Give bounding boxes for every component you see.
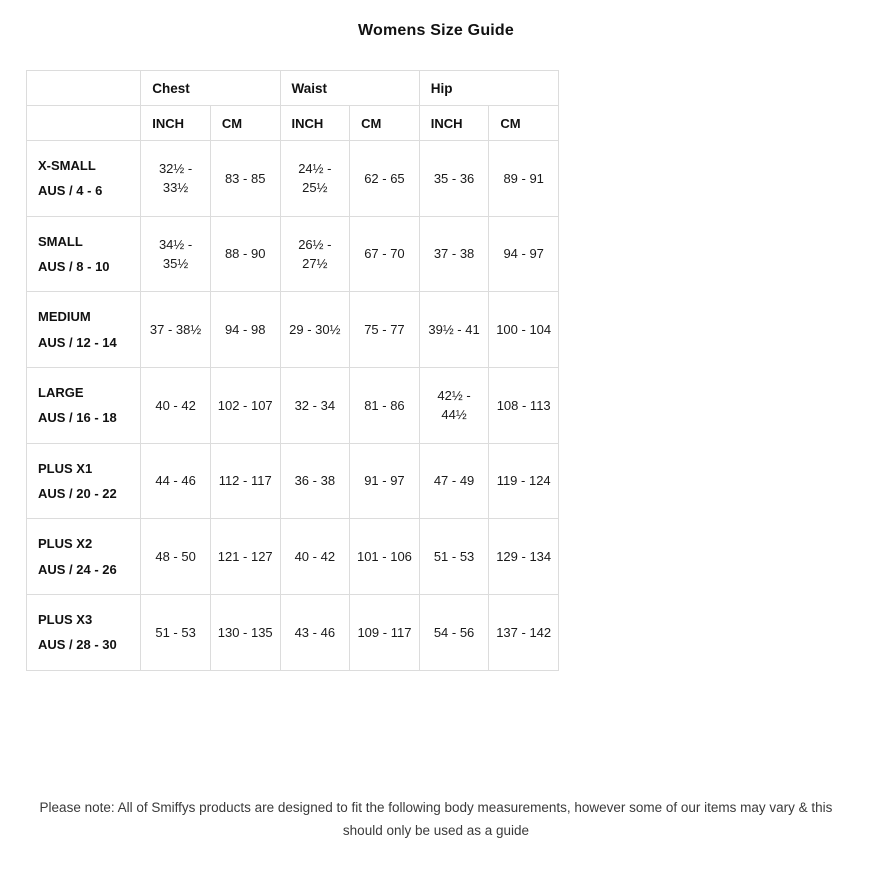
cell-waist-cm: 91 - 97 <box>350 443 420 519</box>
cell-waist-inch: 26½ - 27½ <box>280 216 350 292</box>
header-corner-cell <box>27 71 141 106</box>
table-row <box>27 443 559 519</box>
cell-chest-inch: 40 - 42 <box>141 368 211 444</box>
row-label-plus-x1 <box>27 443 141 519</box>
header-unit-hip-cm: CM <box>489 106 559 141</box>
table-row <box>27 216 559 292</box>
header-group-hip: Hip <box>419 71 558 106</box>
cell-hip-cm: 94 - 97 <box>489 216 559 292</box>
cell-hip-cm: 137 - 142 <box>489 595 559 671</box>
cell-hip-inch: 35 - 36 <box>419 141 489 217</box>
cell-waist-cm: 109 - 117 <box>350 595 420 671</box>
header-unit-chest-cm: CM <box>210 106 280 141</box>
cell-hip-cm: 89 - 91 <box>489 141 559 217</box>
cell-chest-inch: 32½ - 33½ <box>141 141 211 217</box>
row-size-name: PLUS X3 <box>38 612 93 628</box>
cell-waist-inch: 43 - 46 <box>280 595 350 671</box>
cell-chest-inch: 37 - 38½ <box>141 292 211 368</box>
cell-waist-cm: 62 - 65 <box>350 141 420 217</box>
row-label-small <box>27 216 141 292</box>
cell-waist-inch: 36 - 38 <box>280 443 350 519</box>
header-unit-waist-cm: CM <box>350 106 420 141</box>
cell-chest-cm: 112 - 117 <box>210 443 280 519</box>
table-row <box>27 368 559 444</box>
row-aus-size: AUS / 20 - 22 <box>38 486 117 502</box>
row-label-plus-x2 <box>27 519 141 595</box>
cell-waist-cm: 75 - 77 <box>350 292 420 368</box>
header-group-waist: Waist <box>280 71 419 106</box>
row-label-x-small <box>27 141 141 217</box>
cell-hip-inch: 54 - 56 <box>419 595 489 671</box>
header-row-groups <box>27 71 559 106</box>
table-row <box>27 519 559 595</box>
cell-hip-cm: 129 - 134 <box>489 519 559 595</box>
cell-chest-inch: 48 - 50 <box>141 519 211 595</box>
row-aus-size: AUS / 12 - 14 <box>38 334 117 350</box>
cell-hip-cm: 100 - 104 <box>489 292 559 368</box>
row-size-name: MEDIUM <box>38 309 91 325</box>
cell-waist-inch: 24½ - 25½ <box>280 141 350 217</box>
row-aus-size: AUS / 24 - 26 <box>38 561 117 577</box>
cell-hip-inch: 47 - 49 <box>419 443 489 519</box>
row-label-large <box>27 368 141 444</box>
table-head <box>27 71 559 141</box>
cell-chest-cm: 102 - 107 <box>210 368 280 444</box>
header-corner-cell-2 <box>27 106 141 141</box>
header-unit-hip-inch: INCH <box>419 106 489 141</box>
cell-waist-inch: 32 - 34 <box>280 368 350 444</box>
cell-hip-cm: 119 - 124 <box>489 443 559 519</box>
cell-hip-cm: 108 - 113 <box>489 368 559 444</box>
header-unit-waist-inch: INCH <box>280 106 350 141</box>
disclaimer-note: Please note: All of Smiffys products are designed to fit the following body measurements, however some of our items may vary & this should only be used as a guide <box>39 799 833 839</box>
row-size-name: PLUS X1 <box>38 460 93 476</box>
cell-chest-cm: 130 - 135 <box>210 595 280 671</box>
row-aus-size: AUS / 28 - 30 <box>38 637 117 653</box>
row-size-name: LARGE <box>38 385 84 401</box>
size-guide-table <box>26 70 559 671</box>
table-row <box>27 292 559 368</box>
cell-chest-inch: 44 - 46 <box>141 443 211 519</box>
cell-waist-cm: 67 - 70 <box>350 216 420 292</box>
cell-chest-inch: 51 - 53 <box>141 595 211 671</box>
cell-chest-inch: 34½ - 35½ <box>141 216 211 292</box>
cell-chest-cm: 88 - 90 <box>210 216 280 292</box>
row-size-name: X-SMALL <box>38 158 96 173</box>
page-title: Womens Size Guide <box>357 22 515 39</box>
row-size-name: SMALL <box>38 233 83 249</box>
header-group-chest: Chest <box>141 71 280 106</box>
header-unit-chest-inch: INCH <box>141 106 211 141</box>
cell-waist-inch: 40 - 42 <box>280 519 350 595</box>
cell-chest-cm: 83 - 85 <box>210 141 280 217</box>
cell-hip-inch: 39½ - 41 <box>419 292 489 368</box>
table-row <box>27 141 559 217</box>
cell-chest-cm: 121 - 127 <box>210 519 280 595</box>
row-size-name: PLUS X2 <box>38 536 93 552</box>
row-label-medium <box>27 292 141 368</box>
row-label-plus-x3 <box>27 595 141 671</box>
cell-waist-cm: 81 - 86 <box>350 368 420 444</box>
header-row-units <box>27 106 559 141</box>
row-aus-size: AUS / 4 - 6 <box>38 183 103 199</box>
cell-waist-inch: 29 - 30½ <box>280 292 350 368</box>
size-guide-table-wrapper <box>26 70 846 671</box>
cell-waist-cm: 101 - 106 <box>350 519 420 595</box>
row-aus-size: AUS / 8 - 10 <box>38 259 110 275</box>
cell-hip-inch: 37 - 38 <box>419 216 489 292</box>
table-body <box>27 141 559 671</box>
cell-chest-cm: 94 - 98 <box>210 292 280 368</box>
row-aus-size: AUS / 16 - 18 <box>38 410 117 426</box>
cell-hip-inch: 42½ - 44½ <box>419 368 489 444</box>
table-row <box>27 595 559 671</box>
cell-hip-inch: 51 - 53 <box>419 519 489 595</box>
